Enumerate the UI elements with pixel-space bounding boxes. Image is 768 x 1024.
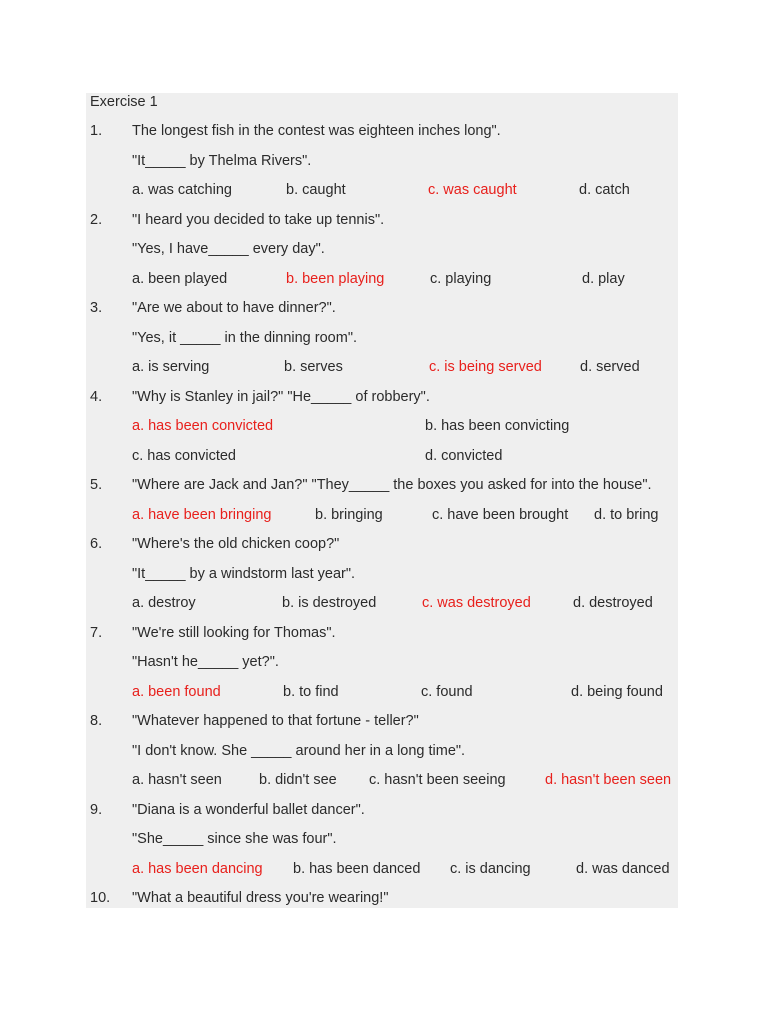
- question-prompt: "Whatever happened to that fortune - teller?": [132, 713, 419, 729]
- question-number: 10.: [90, 890, 111, 906]
- question-number: 8.: [90, 713, 103, 729]
- question-prompt: "What a beautiful dress you're wearing!": [132, 890, 389, 906]
- option-b: b. has been convicting: [425, 418, 570, 434]
- question-prompt-2: "Hasn't he_____ yet?".: [132, 654, 279, 670]
- option-c: c. found: [421, 684, 473, 700]
- question-number: 4.: [90, 389, 103, 405]
- question-number: 2.: [90, 212, 103, 228]
- question-prompt: "Are we about to have dinner?".: [132, 300, 336, 316]
- option-c: c. hasn't been seeing: [369, 772, 506, 788]
- option-a-answer: a. has been dancing: [132, 861, 263, 877]
- option-d: d. catch: [579, 182, 630, 198]
- option-b-answer: b. been playing: [286, 271, 385, 287]
- question-prompt: "Why is Stanley in jail?" "He_____ of robbery".: [132, 389, 430, 405]
- option-a: a. was catching: [132, 182, 232, 198]
- option-a-answer: a. have been bringing: [132, 507, 272, 523]
- question-number: 6.: [90, 536, 103, 552]
- option-d: d. destroyed: [573, 595, 653, 611]
- option-a-answer: a. has been convicted: [132, 418, 274, 434]
- option-b: b. has been danced: [293, 861, 421, 877]
- question-prompt-2: "I don't know. She _____ around her in a long time".: [132, 743, 466, 759]
- option-b: b. bringing: [315, 507, 383, 523]
- option-d: d. was danced: [576, 861, 670, 877]
- option-b: b. didn't see: [259, 772, 337, 788]
- option-c-answer: c. was caught: [428, 182, 517, 198]
- question-prompt: "Where are Jack and Jan?" "They_____ the boxes you asked for into the house".: [132, 477, 652, 493]
- option-c-answer: c. was destroyed: [422, 595, 531, 611]
- option-c: c. playing: [430, 271, 492, 287]
- question-number: 5.: [90, 477, 103, 493]
- question-prompt-2: "She_____ since she was four".: [132, 831, 337, 847]
- option-a: a. hasn't seen: [132, 772, 222, 788]
- question-prompt-2: "Yes, it _____ in the dinning room".: [132, 330, 357, 346]
- option-c: c. have been brought: [432, 507, 569, 523]
- option-d: d. to bring: [594, 507, 659, 523]
- question-prompt: "Diana is a wonderful ballet dancer".: [132, 802, 365, 818]
- option-a: a. destroy: [132, 595, 196, 611]
- option-d: d. served: [580, 359, 640, 375]
- exercise-title: Exercise 1: [90, 94, 158, 110]
- question-prompt-2: "It_____ by Thelma Rivers".: [132, 153, 312, 169]
- option-b: b. caught: [286, 182, 346, 198]
- question-prompt-2: "It_____ by a windstorm last year".: [132, 566, 356, 582]
- option-d: d. being found: [571, 684, 663, 700]
- question-prompt-2: "Yes, I have_____ every day".: [132, 241, 325, 257]
- question-prompt: The longest fish in the contest was eighteen inches long".: [132, 123, 501, 139]
- question-prompt: "Where's the old chicken coop?": [132, 536, 340, 552]
- option-c-answer: c. is being served: [429, 359, 542, 375]
- option-c: c. is dancing: [450, 861, 531, 877]
- option-b: b. is destroyed: [282, 595, 377, 611]
- option-d: d. convicted: [425, 448, 503, 464]
- question-prompt: "We're still looking for Thomas".: [132, 625, 336, 641]
- question-prompt: "I heard you decided to take up tennis".: [132, 212, 385, 228]
- question-number: 3.: [90, 300, 103, 316]
- option-a: a. been played: [132, 271, 228, 287]
- option-a: a. is serving: [132, 359, 210, 375]
- question-number: 7.: [90, 625, 103, 641]
- option-d: d. play: [582, 271, 625, 287]
- question-number: 1.: [90, 123, 103, 139]
- option-b: b. to find: [283, 684, 339, 700]
- option-b: b. serves: [284, 359, 343, 375]
- question-number: 9.: [90, 802, 103, 818]
- option-a-answer: a. been found: [132, 684, 221, 700]
- option-d-answer: d. hasn't been seen: [545, 772, 672, 788]
- option-c: c. has convicted: [132, 448, 236, 464]
